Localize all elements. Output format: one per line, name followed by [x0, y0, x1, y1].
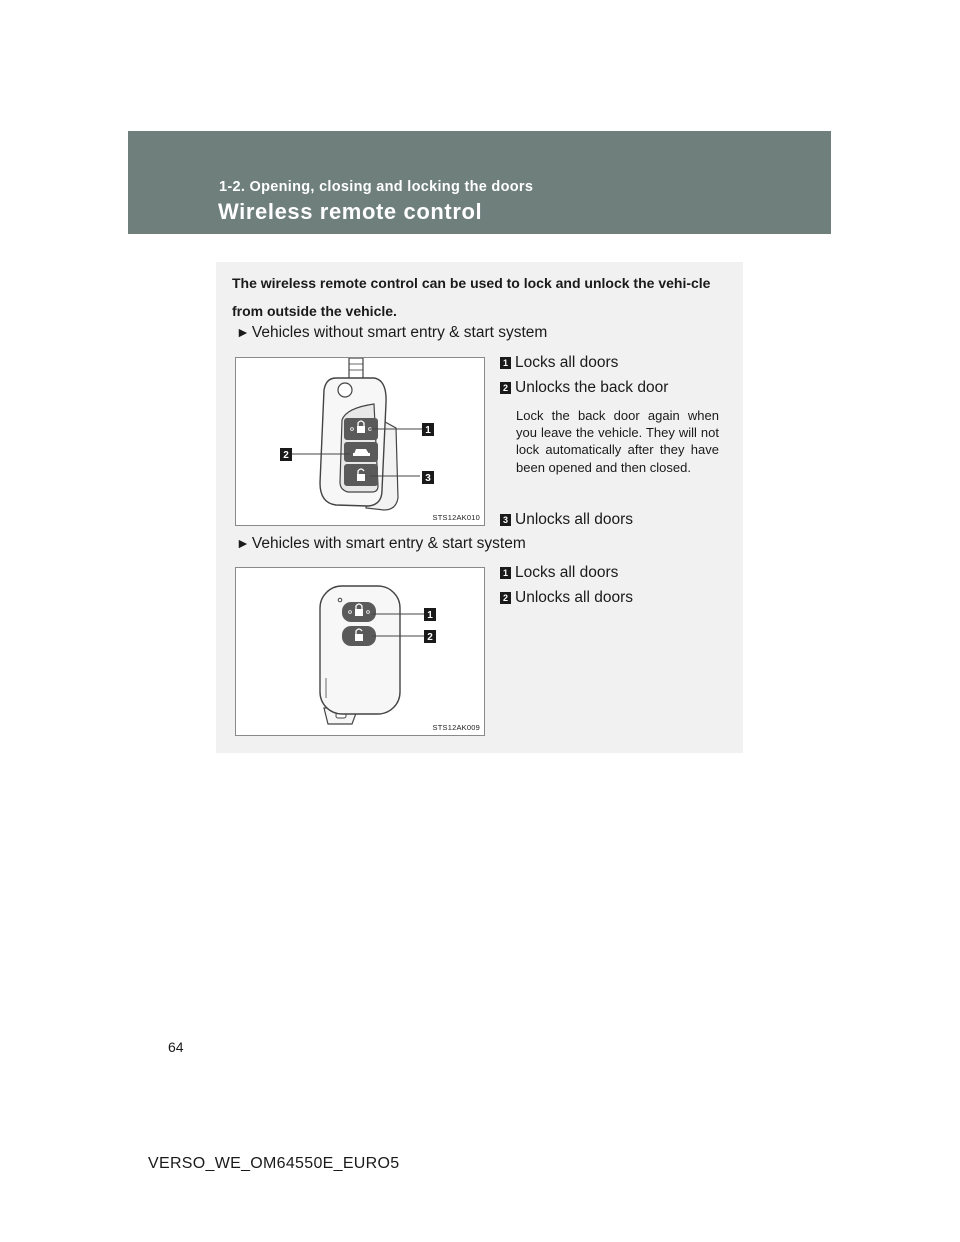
page-title: Wireless remote control	[218, 199, 483, 224]
callout-label-1: 1	[427, 610, 433, 621]
smart-key-illustration	[236, 568, 486, 737]
section-title: 1-2. Opening, closing and locking the doors	[219, 179, 534, 195]
section-b-item-1: 1 Locks all doors	[500, 564, 618, 582]
section-b-heading: ► Vehicles with smart entry & start system	[236, 535, 526, 552]
back-door-note: Lock the back door again when you leave the vehicle. They will not lock automatically after they have been opened and then closed.	[516, 408, 719, 475]
pointer-triangle-icon: ►	[236, 324, 250, 340]
callout-label-3: 3	[425, 473, 431, 484]
smart-key-figure	[235, 567, 485, 736]
section-b-item-2: 2 Unlocks all doors	[500, 589, 633, 607]
figure-code: STS12AK010	[432, 513, 480, 522]
intro-text: The wireless remote control can be used to lock and unlock the vehi-cle from outside the vehicle.	[232, 275, 711, 319]
section-a-item-2: 2 Unlocks the back door	[500, 379, 668, 397]
section-a-item-3: 3 Unlocks all doors	[500, 511, 633, 529]
section-a-item-1: 1 Locks all doors	[500, 354, 618, 372]
page-number: 64	[168, 1039, 184, 1055]
callout-label-2: 2	[427, 632, 433, 643]
pointer-triangle-icon: ►	[236, 535, 250, 551]
flip-key-illustration	[236, 358, 486, 527]
document-code: VERSO_WE_OM64550E_EURO5	[148, 1155, 400, 1172]
callout-label-2: 2	[283, 450, 289, 461]
figure-code: STS12AK009	[432, 723, 480, 732]
callout-label-1: 1	[425, 425, 431, 436]
flip-key-figure	[235, 357, 485, 526]
section-a-heading: ► Vehicles without smart entry & start system	[236, 324, 548, 341]
